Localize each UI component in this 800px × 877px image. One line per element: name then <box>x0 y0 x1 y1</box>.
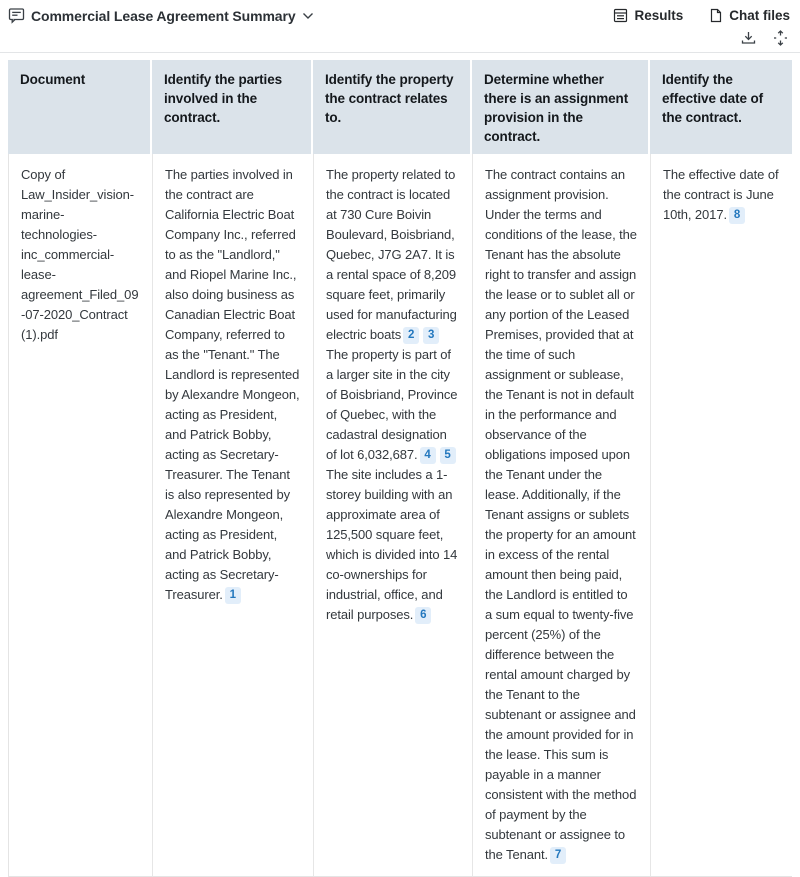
column-header: Identify the property the contract relates to. <box>313 60 472 154</box>
download-button[interactable] <box>740 30 757 46</box>
results-table <box>8 60 792 877</box>
cell-text: The property related to the contract is located at 730 Cure Boivin Boulevard, Boisbriand, Quebec, J7G 2A7. It is a rental space of 8,209 square feet, primarily used for manufacturing electric boats <box>326 167 457 342</box>
file-icon <box>709 8 723 23</box>
cell-text: The effective date of the contract is June 10th, 2017. <box>663 167 779 222</box>
citation-chip[interactable]: 4 <box>420 447 436 464</box>
table-cell <box>153 154 314 876</box>
table-cell <box>473 154 651 876</box>
column-header: Identify the parties involved in the contract. <box>152 60 313 154</box>
table-actions-row <box>0 28 800 52</box>
cell-text: The parties involved in the contract are California Electric Boat Company Inc., referred to as the "Landlord," and Riopel Marine Inc., also doing business as Canadian Electric Boat Company, referred to as the "Tenant." The Landlord is represented by Alexandre Mongeon, acting as President, and Patrick Bobby, acting as Secretary-Treasurer. The Tenant is also represented by Alexandre Mongeon, acting as President, and Patrick Bobby, acting as Secretary-Treasurer. <box>165 167 300 602</box>
chat-files-label: Chat files <box>729 8 790 23</box>
citation-chip[interactable]: 6 <box>415 607 431 624</box>
cell-text: Copy of Law_Insider_vision-marine-technologies-inc_commercial-lease-agreement_Filed_09-07-2020_Contract (1).pdf <box>21 167 139 342</box>
expand-icon <box>773 30 788 46</box>
citation-chip[interactable]: 3 <box>423 327 439 344</box>
summary-title: Commercial Lease Agreement Summary <box>31 7 296 24</box>
cell-text: The site includes a 1-storey building with an approximate area of 125,500 square feet, which is divided into 14 co-ownerships for industrial, office, and retail purposes. <box>326 467 458 622</box>
table-header-row <box>8 60 792 154</box>
download-icon <box>740 30 757 46</box>
citation-chip[interactable]: 5 <box>440 447 456 464</box>
table-cell <box>314 154 473 876</box>
toolbar <box>0 0 800 28</box>
chat-files-button[interactable] <box>709 8 790 23</box>
column-header: Identify the effective date of the contract. <box>650 60 792 154</box>
table-body-row <box>8 154 792 877</box>
expand-button[interactable] <box>773 30 788 46</box>
toolbar-divider <box>0 52 800 53</box>
toolbar-actions <box>613 8 790 23</box>
table-cell <box>9 154 153 876</box>
chevron-down-icon <box>302 12 314 20</box>
results-label: Results <box>634 8 684 23</box>
column-header: Determine whether there is an assignment provision in the contract. <box>472 60 650 154</box>
citation-chip[interactable]: 1 <box>225 587 241 604</box>
citation-chip[interactable]: 8 <box>729 207 745 224</box>
citation-chip[interactable]: 7 <box>550 847 566 864</box>
summary-selector[interactable] <box>8 7 314 24</box>
table-cell <box>651 154 793 876</box>
comment-summary-icon <box>8 7 25 24</box>
cell-text: The property is part of a larger site in the city of Boisbriand, Province of Quebec, with the cadastral designation of lot 6,032,687. <box>326 347 458 462</box>
column-header: Document <box>8 60 152 154</box>
results-table-icon <box>613 8 628 23</box>
results-button[interactable] <box>613 8 683 23</box>
citation-chip[interactable]: 2 <box>403 327 419 344</box>
cell-text: The contract contains an assignment provision. Under the terms and conditions of the lease, the Tenant has the absolute right to transfer and assign the lease or to sublet all or any portion of the Leased Premises, provided that at the time of such assignment or sublease, the Tenant is not in default in the performance and observance of the obligations imposed upon the Tenant under the lease. Additionally, if the Tenant assigns or sublets the property for an amount in excess of the rental amount then being paid, the Landlord is entitled to a sum equal to twenty-five percent (25%) of the difference between the rental amount charged by the Tenant to the subtenant or assignee and the amount provided for in the lease. This sum is payable in a manner consistent with the method of payment by the subtenant or assignee to the Tenant. <box>485 167 637 862</box>
